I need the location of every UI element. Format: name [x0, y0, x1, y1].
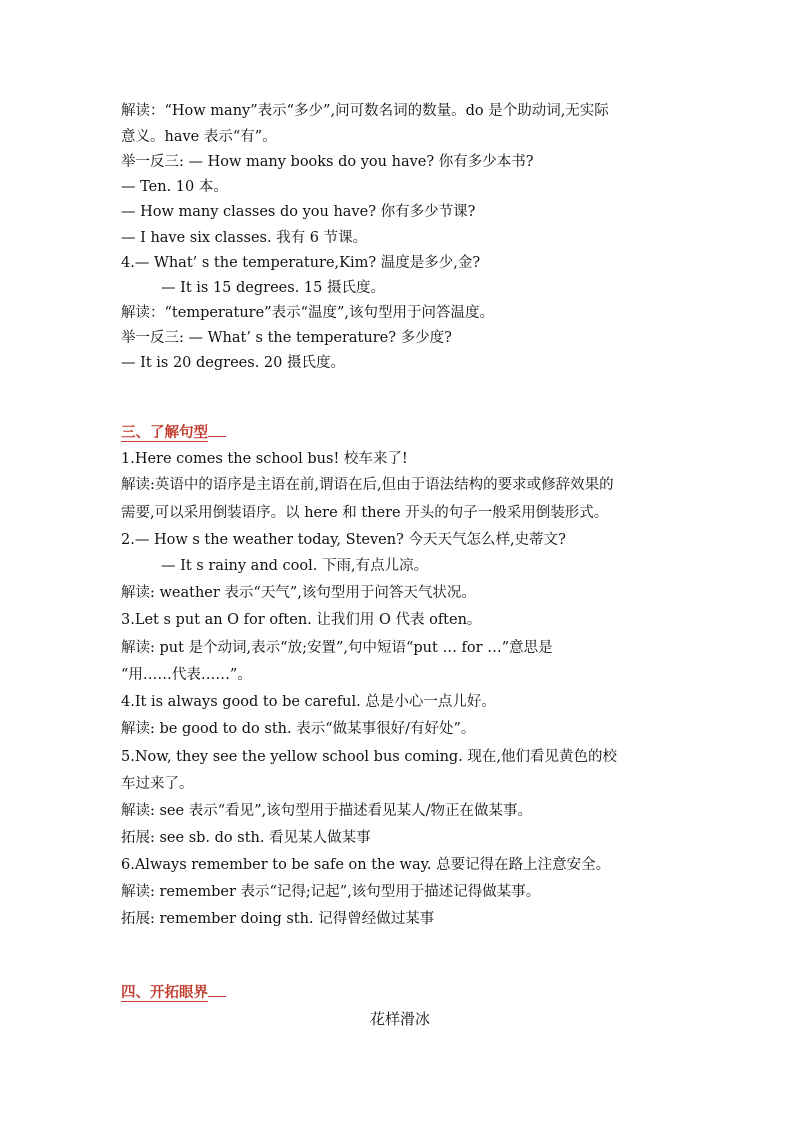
text-line: 2.— How s the weather today, Steven? 今天天气怎么样,史蒂文? [121, 532, 566, 548]
text-line: 需要,可以采用倒装语序。以 here 和 there 开头的句子一般采用倒装形式。 [121, 505, 609, 521]
text-line: — It is 15 degrees. 15 摄氏度。 [161, 280, 385, 296]
text-line: 解读: be good to do sth. 表示“做某事很好/有好处”。 [121, 721, 476, 737]
text-line: 解读：“temperature”表示“温度”,该句型用于问答温度。 [121, 305, 495, 321]
text-line: — It is 20 degrees. 20 摄氏度。 [121, 355, 345, 371]
text-line: 拓展: remember doing sth. 记得曾经做过某事 [121, 911, 435, 927]
text-line: 解读: weather 表示“天气”,该句型用于问答天气状况。 [121, 585, 476, 601]
text-line: 解读：“How many”表示“多少”,问可数名词的数量。do 是个助动词,无实际 [121, 103, 609, 119]
text-line: 4.It is always good to be careful. 总是小心一点儿好。 [121, 694, 496, 710]
text-line: 举一反三: — How many books do you have? 你有多少本书? [121, 154, 534, 170]
heading-underline [208, 435, 226, 437]
section-heading [121, 983, 226, 1003]
section-heading-text: 四、开拓眼界 [121, 984, 208, 1001]
section-heading-text: 三、了解句型 [121, 424, 208, 441]
text-line: 6.Always remember to be safe on the way. 总要记得在路上注意安全。 [121, 857, 611, 873]
text-line: 举一反三: — What’ s the temperature? 多少度? [121, 330, 452, 346]
text-line: — How many classes do you have? 你有多少节课? [121, 204, 476, 220]
article-title: 花样滑冰 [369, 1010, 430, 1028]
text-line: 拓展: see sb. do sth. 看见某人做某事 [121, 830, 371, 846]
text-line: 4.— What’ s the temperature,Kim? 温度是多少,金? [121, 255, 481, 271]
text-line: 5.Now, they see the yellow school bus coming. 现在,他们看见黄色的校 [121, 749, 618, 765]
text-line: 3.Let s put an O for often. 让我们用 O 代表 often。 [121, 612, 482, 628]
text-line: 解读: remember 表示“记得;记起”,该句型用于描述记得做某事。 [121, 884, 541, 900]
text-line: “用……代表……”。 [121, 667, 252, 683]
section-heading [121, 423, 226, 443]
text-line: 解读:英语中的语序是主语在前,谓语在后,但由于语法结构的要求或修辞效果的 [121, 477, 614, 493]
heading-underline [208, 995, 226, 997]
text-line: 车过来了。 [121, 776, 194, 792]
text-line: 1.Here comes the school bus! 校车来了! [121, 451, 408, 467]
text-line: 意义。have 表示“有”。 [121, 129, 277, 145]
text-line: 解读: see 表示“看见”,该句型用于描述看见某人/物正在做某事。 [121, 803, 533, 819]
text-line: — Ten. 10 本。 [121, 179, 228, 195]
text-line: — It s rainy and cool. 下雨,有点儿凉。 [161, 558, 429, 574]
text-line: — I have six classes. 我有 6 节课。 [121, 230, 368, 246]
text-line: 解读: put 是个动词,表示“放;安置”,句中短语“put … for …”意思是 [121, 640, 553, 656]
